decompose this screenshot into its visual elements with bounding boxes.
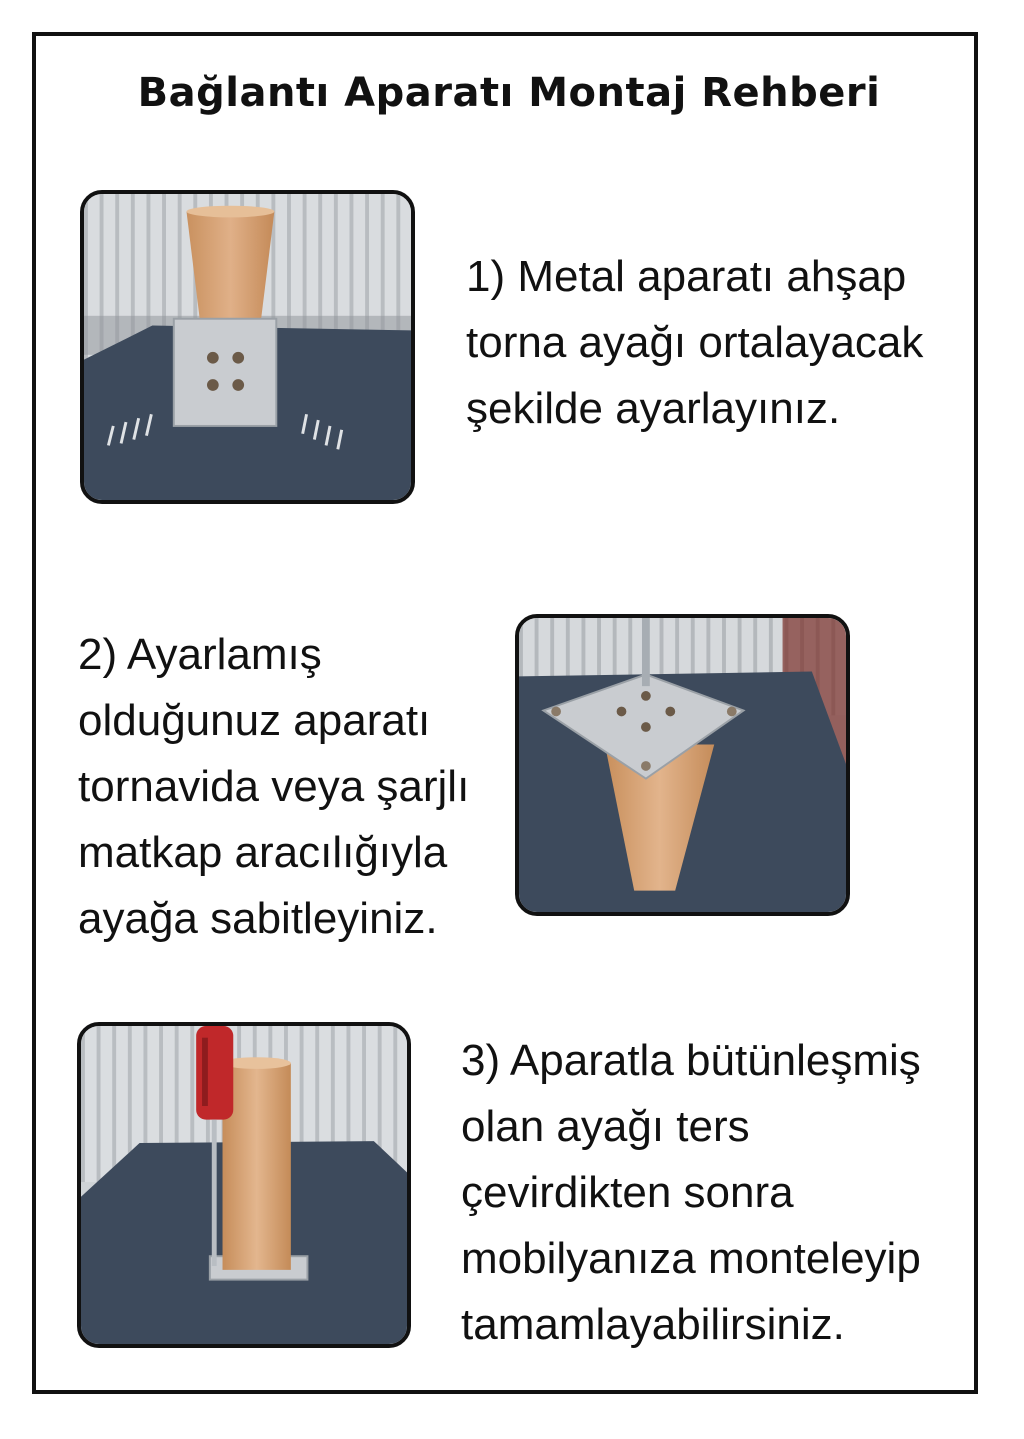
step-3-text xyxy=(461,1028,921,1358)
step-3-line-1: 3) Aparatla bütünleşmiş xyxy=(461,1036,921,1085)
step-2-line-1: 2) Ayarlamış xyxy=(78,630,322,679)
step-3-line-4: mobilyanıza monteleyip xyxy=(461,1234,921,1283)
page-title: Bağlantı Aparatı Montaj Rehberi xyxy=(137,70,881,116)
step-2-text xyxy=(78,622,469,952)
step-3-line-5: tamamlayabilirsiniz. xyxy=(461,1300,845,1349)
step-1-text xyxy=(466,244,923,442)
step-3-line-3: çevirdikten sonra xyxy=(461,1168,794,1217)
step-2-photo xyxy=(515,614,850,916)
step-3-photo xyxy=(77,1022,411,1348)
step-1-line-1: 1) Metal aparatı ahşap xyxy=(466,252,907,301)
step-2-line-4: matkap aracılığıyla xyxy=(78,828,448,877)
step-2-line-3: tornavida veya şarjlı xyxy=(78,762,470,811)
step-1-line-2: torna ayağı ortalayacak xyxy=(466,318,924,367)
plate-on-leg-icon xyxy=(519,618,846,912)
screwdriver-leg-icon xyxy=(81,1026,407,1344)
step-2-line-5: ayağa sabitleyiniz. xyxy=(78,894,438,943)
leg-plate-screws-icon xyxy=(84,194,411,500)
step-1-line-3: şekilde ayarlayınız. xyxy=(466,384,841,433)
step-1-photo xyxy=(80,190,415,504)
step-2-line-2: olduğunuz aparatı xyxy=(78,696,431,745)
step-3-line-2: olan ayağı ters xyxy=(461,1102,750,1151)
